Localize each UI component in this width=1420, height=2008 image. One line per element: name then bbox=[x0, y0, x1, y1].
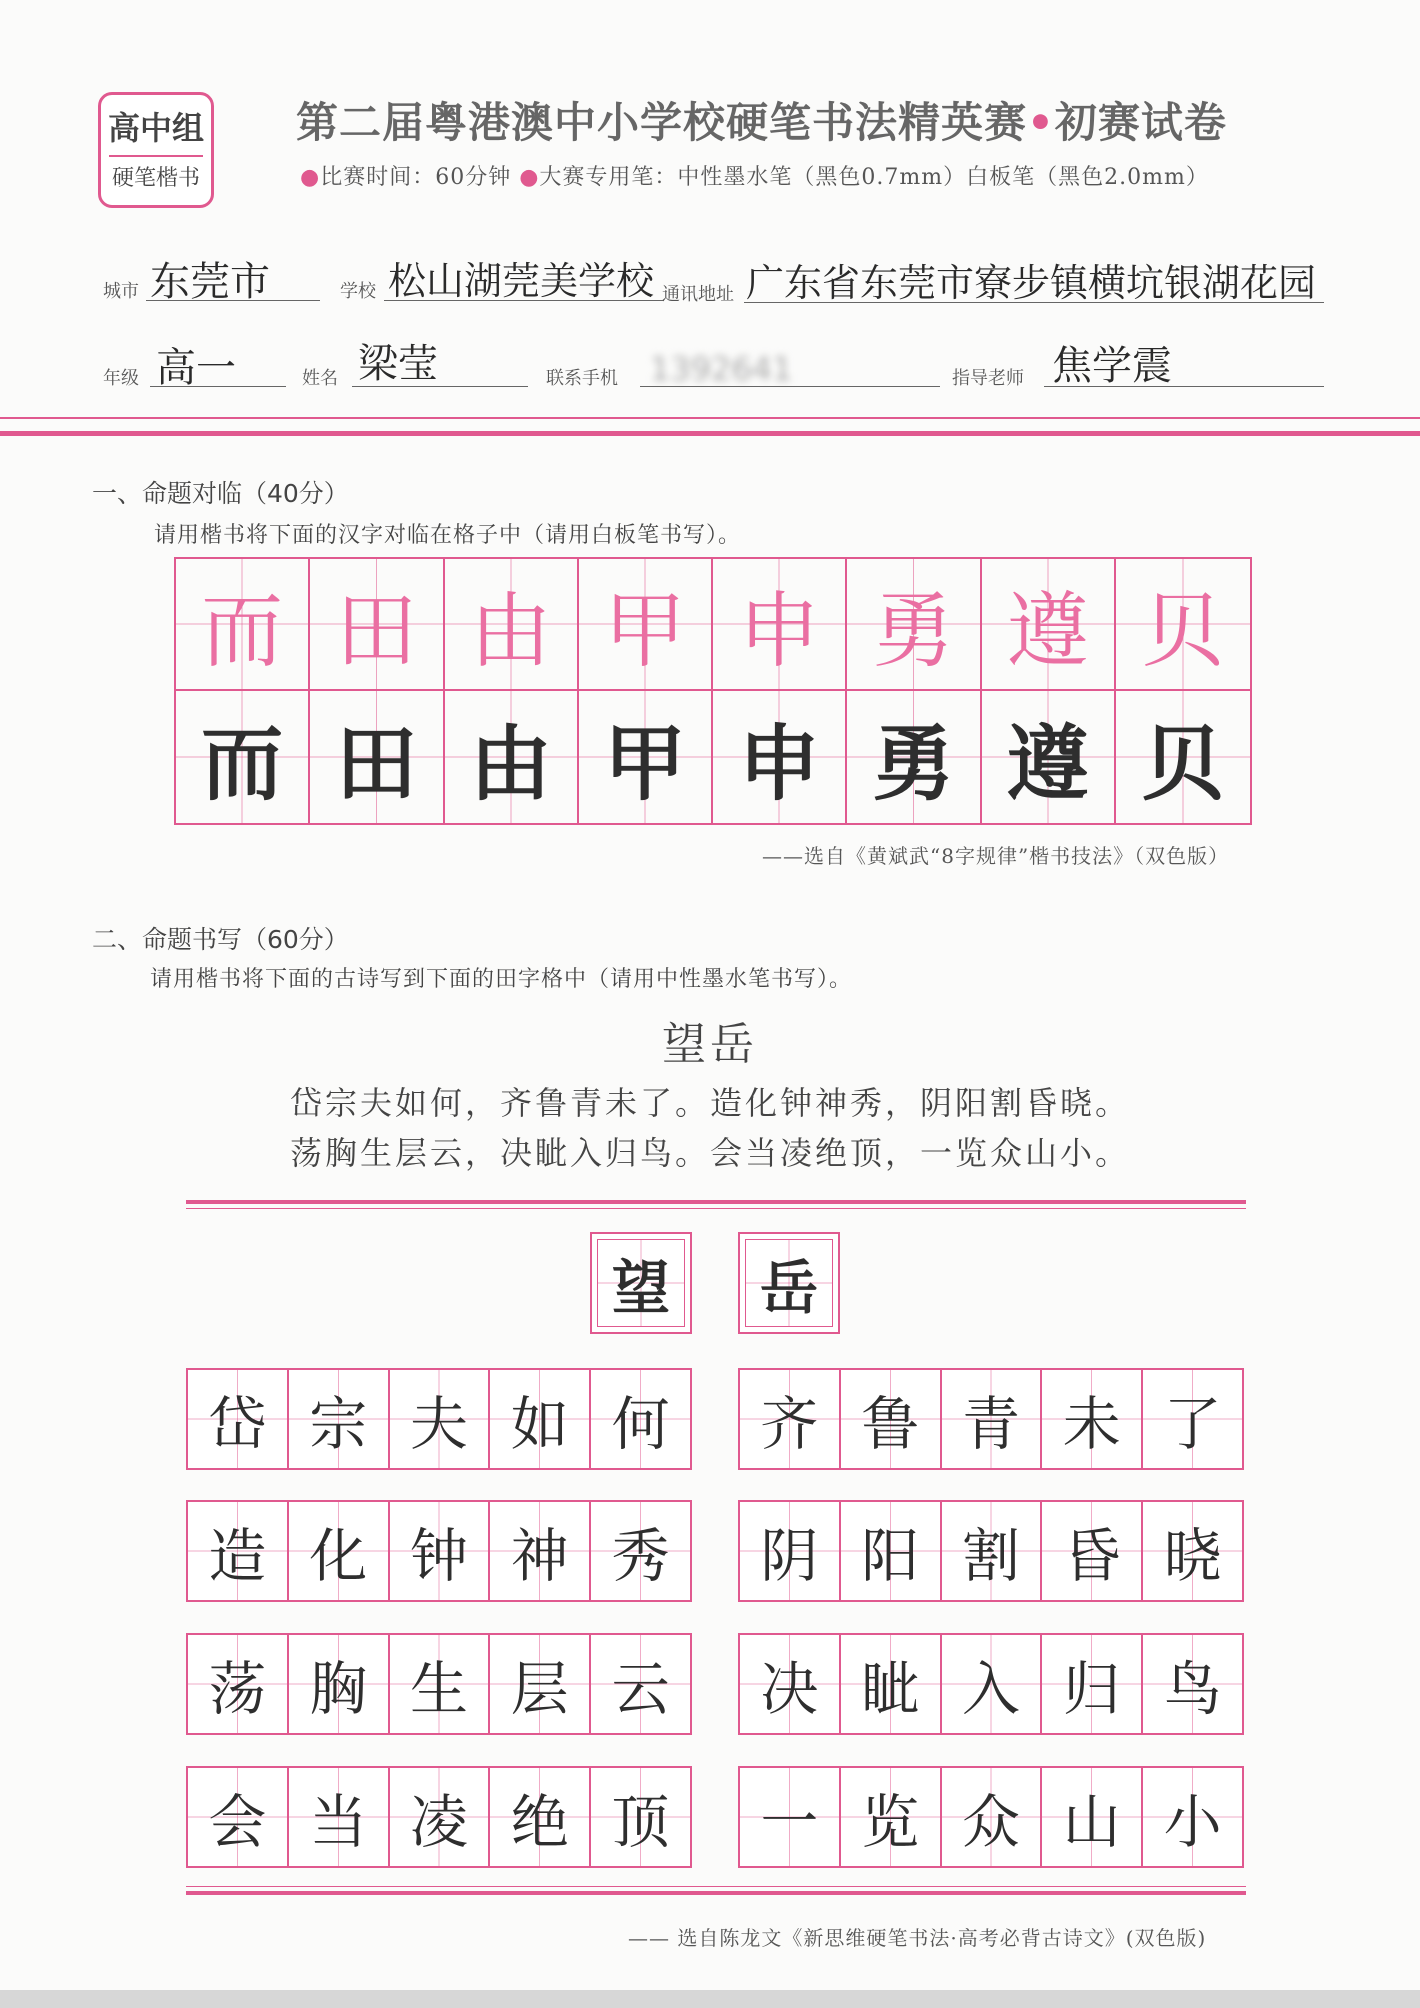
header-divider-thick bbox=[0, 431, 1420, 436]
poem-char: 何 bbox=[591, 1370, 690, 1468]
poem-line-1: 岱宗夫如何，齐鲁青未了。造化钟神秀，阴阳割昏晓。 bbox=[289, 1084, 1130, 1122]
page-title bbox=[296, 90, 1227, 150]
poem-row bbox=[186, 1500, 692, 1602]
poem-char: 夫 bbox=[390, 1370, 491, 1468]
phone-value[interactable]: 1392641 bbox=[650, 350, 793, 388]
poem-row bbox=[738, 1368, 1244, 1470]
poem-char: 秀 bbox=[591, 1502, 690, 1600]
badge-category-label: 硬笔楷书 bbox=[111, 166, 200, 191]
section2-heading: 二、命题书写（60分） bbox=[92, 925, 349, 954]
rules-line bbox=[300, 160, 1209, 191]
poem-title: 望岳 bbox=[662, 1019, 758, 1070]
section1-heading: 一、命题对临（40分） bbox=[92, 479, 349, 508]
poem-char: 鲁 bbox=[841, 1370, 942, 1468]
school-underline bbox=[384, 300, 664, 301]
title-char: 岳 bbox=[745, 1239, 833, 1327]
written-char: 勇 bbox=[872, 716, 955, 812]
poem-char: 绝 bbox=[490, 1768, 591, 1866]
poem-char: 顶 bbox=[591, 1768, 690, 1866]
poem-char: 化 bbox=[289, 1502, 390, 1600]
model-char-cell bbox=[445, 559, 579, 691]
model-char: 由 bbox=[469, 583, 552, 679]
model-char-cell bbox=[1116, 559, 1250, 691]
poem-char: 宗 bbox=[289, 1370, 390, 1468]
poem-char: 神 bbox=[490, 1502, 591, 1600]
section1-citation: ——选自《黄斌武“8字规律”楷书技法》（双色版） bbox=[762, 844, 1230, 868]
poem-char: 齐 bbox=[740, 1370, 841, 1468]
poem-char: 一 bbox=[740, 1768, 841, 1866]
poem-char: 岱 bbox=[188, 1370, 289, 1468]
written-char: 申 bbox=[738, 716, 821, 812]
poem-char: 览 bbox=[841, 1768, 942, 1866]
model-char-cell bbox=[847, 559, 981, 691]
poem-char: 当 bbox=[289, 1768, 390, 1866]
grade-value[interactable]: 高一 bbox=[156, 345, 236, 391]
written-char-cell bbox=[1116, 691, 1250, 823]
poem-char: 入 bbox=[942, 1635, 1043, 1733]
copy-grid bbox=[174, 557, 1252, 825]
city-underline bbox=[146, 300, 320, 301]
poem-char: 决 bbox=[740, 1635, 841, 1733]
poem-char: 鸟 bbox=[1143, 1635, 1242, 1733]
poem-row bbox=[186, 1766, 692, 1868]
model-char: 田 bbox=[335, 583, 418, 679]
model-char-cell bbox=[579, 559, 713, 691]
city-value[interactable]: 东莞市 bbox=[150, 259, 270, 305]
badge-group-label: 高中组 bbox=[107, 109, 204, 147]
poem-char: 造 bbox=[188, 1502, 289, 1600]
badge-divider bbox=[109, 155, 203, 157]
model-char: 甲 bbox=[603, 583, 686, 679]
writing-area-bottom-thick bbox=[186, 1891, 1246, 1895]
title-main: 第二届粤港澳中小学校硬笔书法精英赛 bbox=[296, 98, 1028, 147]
address-label: 通讯地址 bbox=[662, 284, 734, 305]
poem-char: 生 bbox=[390, 1635, 491, 1733]
name-label: 姓名 bbox=[302, 368, 338, 389]
poem-row bbox=[738, 1633, 1244, 1735]
scan-edge bbox=[0, 1990, 1420, 2008]
bullet-icon: ● bbox=[519, 165, 540, 190]
poem-char: 云 bbox=[591, 1635, 690, 1733]
grade-underline bbox=[150, 386, 286, 387]
model-char: 勇 bbox=[872, 583, 955, 679]
poem-char: 小 bbox=[1143, 1768, 1242, 1866]
name-underline bbox=[352, 386, 528, 387]
poem-char: 割 bbox=[942, 1502, 1043, 1600]
poem-char: 层 bbox=[490, 1635, 591, 1733]
model-char-cell bbox=[713, 559, 847, 691]
written-char: 贝 bbox=[1141, 716, 1224, 812]
title-char: 望 bbox=[597, 1239, 685, 1327]
written-char: 而 bbox=[201, 716, 284, 812]
address-value[interactable]: 广东省东莞市寮步镇横坑银湖花园 bbox=[746, 261, 1317, 305]
poem-char: 荡 bbox=[188, 1635, 289, 1733]
model-char: 而 bbox=[201, 583, 284, 679]
group-badge bbox=[98, 92, 214, 208]
grade-label: 年级 bbox=[103, 368, 139, 389]
model-char-cell bbox=[982, 559, 1116, 691]
teacher-label: 指导老师 bbox=[952, 368, 1024, 389]
teacher-underline bbox=[1044, 386, 1324, 387]
bullet-icon: ● bbox=[300, 165, 321, 190]
phone-underline bbox=[640, 386, 940, 387]
header-divider-thin bbox=[0, 417, 1420, 419]
poem-char: 眦 bbox=[841, 1635, 942, 1733]
poem-char: 胸 bbox=[289, 1635, 390, 1733]
written-char: 田 bbox=[335, 716, 418, 812]
written-char-cell bbox=[445, 691, 579, 823]
writing-area-bottom-thin bbox=[186, 1886, 1246, 1887]
written-char-cell bbox=[176, 691, 310, 823]
poem-row bbox=[186, 1633, 692, 1735]
written-char-cell bbox=[982, 691, 1116, 823]
name-value[interactable]: 梁莹 bbox=[358, 341, 438, 387]
title-dot: • bbox=[1027, 98, 1055, 147]
written-char: 甲 bbox=[603, 716, 686, 812]
section2-instruction: 请用楷书将下面的古诗写到下面的田字格中（请用中性墨水笔书写）。 bbox=[150, 967, 853, 992]
model-char: 贝 bbox=[1141, 583, 1224, 679]
poem-row bbox=[738, 1500, 1244, 1602]
poem-char: 钟 bbox=[390, 1502, 491, 1600]
poem-char: 会 bbox=[188, 1768, 289, 1866]
section1-instruction: 请用楷书将下面的汉字对临在格子中（请用白板笔书写）。 bbox=[154, 523, 742, 548]
poem-char: 了 bbox=[1143, 1370, 1242, 1468]
written-char: 由 bbox=[469, 716, 552, 812]
title-box-1 bbox=[590, 1232, 692, 1334]
poem-char: 青 bbox=[942, 1370, 1043, 1468]
written-char-cell bbox=[713, 691, 847, 823]
poem-char: 众 bbox=[942, 1768, 1043, 1866]
poem-char: 阴 bbox=[740, 1502, 841, 1600]
title-end: 初赛试卷 bbox=[1054, 98, 1227, 147]
poem-line-2: 荡胸生层云，决眦入归鸟。会当凌绝顶，一览众山小。 bbox=[289, 1134, 1130, 1172]
poem-char: 阳 bbox=[841, 1502, 942, 1600]
model-char-cell bbox=[176, 559, 310, 691]
school-value[interactable]: 松山湖莞美学校 bbox=[388, 259, 655, 303]
poem-row bbox=[738, 1766, 1244, 1868]
pen-rule: 大赛专用笔：中性墨水笔（黑色0.7mm）白板笔（黑色2.0mm） bbox=[539, 165, 1209, 190]
poem-char: 未 bbox=[1042, 1370, 1143, 1468]
poem-char: 昏 bbox=[1042, 1502, 1143, 1600]
writing-area-top-thin bbox=[186, 1208, 1246, 1209]
model-char: 申 bbox=[738, 583, 821, 679]
city-label: 城市 bbox=[103, 281, 139, 302]
phone-label: 联系手机 bbox=[546, 368, 618, 389]
model-char-cell bbox=[310, 559, 444, 691]
teacher-value[interactable]: 焦学震 bbox=[1052, 343, 1172, 389]
writing-area-top-thick bbox=[186, 1200, 1246, 1204]
model-char: 遵 bbox=[1006, 583, 1089, 679]
section2-citation: —— 选自陈龙文《新思维硬笔书法·高考必背古诗文》(双色版) bbox=[628, 1926, 1207, 1950]
poem-char: 山 bbox=[1042, 1768, 1143, 1866]
poem-char: 晓 bbox=[1143, 1502, 1242, 1600]
written-char-cell bbox=[310, 691, 444, 823]
poem-char: 凌 bbox=[390, 1768, 491, 1866]
written-char-cell bbox=[847, 691, 981, 823]
written-char-cell bbox=[579, 691, 713, 823]
time-rule: 比赛时间：60分钟 bbox=[320, 165, 512, 190]
poem-char: 如 bbox=[490, 1370, 591, 1468]
address-underline bbox=[744, 302, 1324, 303]
poem-char: 归 bbox=[1042, 1635, 1143, 1733]
school-label: 学校 bbox=[340, 281, 376, 302]
title-box-2 bbox=[738, 1232, 840, 1334]
poem-row bbox=[186, 1368, 692, 1470]
written-char: 遵 bbox=[1006, 716, 1089, 812]
